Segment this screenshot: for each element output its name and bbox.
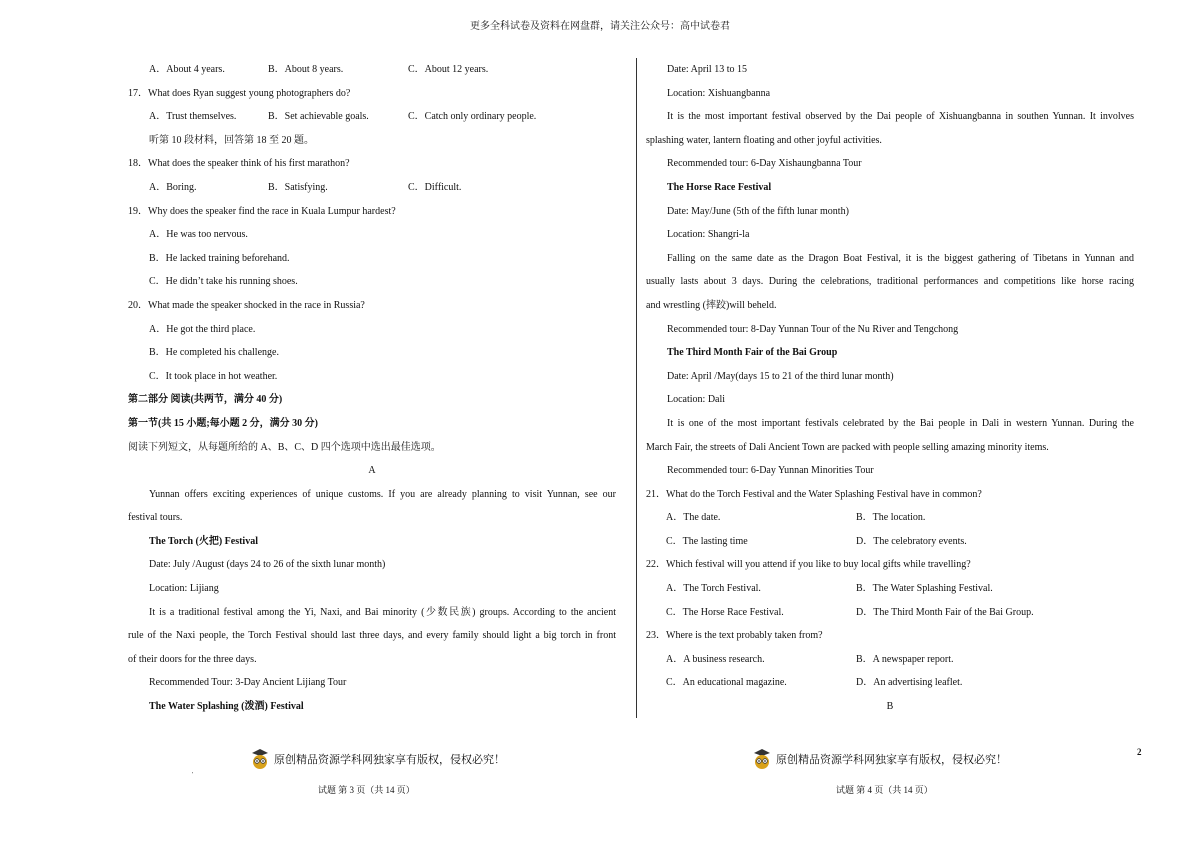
page-number-right: 试题 第 4 页（共 14 页） [836,785,933,795]
scholar-owl-icon [250,747,270,771]
q22-option-b: B．The Water Splashing Festival. [856,583,993,595]
page-number-left: 试题 第 3 页（共 14 页） [318,785,415,795]
q20-option-c: C．It took place in hot weather. [149,370,278,382]
torch-festival-title: The Torch (火把) Festival [149,535,258,547]
q22-options-row-2 [646,601,1134,625]
q21-option-d: D．The celebratory events. [856,535,967,547]
q18-option-a: A．Boring. [149,181,197,193]
torch-festival-date: Date: July /August (days 24 to 26 of the sixth lunar month) [149,559,386,571]
copyright-text-right: 原创精品资源学科网独家享有版权，侵权必究！ [776,754,1007,766]
q18-stem: 18．What does the speaker think of his first marathon? [128,158,350,170]
horse-desc-line-1: Falling on the same date as the Dragon Boat Festival, it is the biggest gathering of Tibetans in Yunnan and [667,252,1134,264]
q21-option-c: C．The lasting time [666,535,748,547]
column-divider [636,58,637,718]
q20-option-a: A．He got the third place. [149,323,256,335]
q21-stem: 21．What do the Torch Festival and the Water Splashing Festival have in common? [646,488,982,500]
water-festival-location: Location: Xishuangbanna [667,87,771,99]
torch-desc-line-3: of their doors for the three days. [128,653,257,665]
q20-option-b: B．He completed his challenge. [149,347,279,359]
q17-option-b: B．Set achievable goals. [268,111,369,123]
horse-desc-line-3: and wrestling (摔跤)will beheld. [646,299,777,311]
right-column [646,58,1134,719]
horse-race-title: The Horse Race Festival [667,181,772,193]
q17-options-row [128,105,616,129]
q23-option-c: C．An educational magazine. [666,677,787,689]
copyright-text-left: 原创精品资源学科网独家享有版权，侵权必究！ [274,754,505,766]
bai-fair-date: Date: April /May(days 15 to 21 of the third lunar month) [667,370,894,382]
q23-option-a: A．A business research. [666,653,765,665]
q16-options-row [128,58,616,82]
passage-letter-a: A [368,465,376,477]
section1-title: 第一节(共 15 小题;每小题 2 分，满分 30 分) [128,417,318,429]
q17-option-c: C．Catch only ordinary people. [408,111,537,123]
bai-fair-tour: Recommended tour: 6-Day Yunnan Minorities Tour [667,465,874,477]
q16-option-a: A．About 4 years. [149,64,225,75]
q22-option-a: A．The Torch Festival. [666,583,761,595]
q18-option-c: C．Difficult. [408,181,462,193]
passage-letter-b: B [886,701,894,713]
copyright-stamp-left [250,746,505,772]
scholar-owl-icon [752,747,772,771]
q21-option-a: A．The date. [666,512,721,524]
q23-option-d: D．An advertising leaflet. [856,677,963,689]
q19-option-c: C．He didn’t take his running shoes. [149,276,298,288]
part2-title: 第二部分 阅读(共两节，满分 40 分) [128,394,283,406]
torch-festival-location: Location: Lijiang [149,583,219,595]
horse-race-location: Location: Shangri-la [667,229,750,241]
q21-option-b: B．The location. [856,512,926,524]
q19-stem: 19．Why does the speaker find the race in Kuala Lumpur hardest? [128,205,396,217]
q16-option-c: C．About 12 years. [408,64,489,75]
q17-option-a: A．Trust themselves. [149,111,237,123]
q22-stem: 22．Which festival will you attend if you like to buy local gifts while travelling? [646,559,971,571]
horse-race-date: Date: May/June (5th of the fifth lunar month) [667,205,849,217]
q23-stem: 23．Where is the text probably taken from? [646,630,823,642]
q21-options-row-2 [646,530,1134,554]
torch-desc-line-2: rule of the Naxi people, the Torch Festival should last three days, and every family should light a big torch in front [128,630,616,642]
q22-options-row-1 [646,577,1134,601]
horse-race-tour: Recommended tour: 8-Day Yunnan Tour of the Nu River and Tengchong [667,323,959,335]
instruction-section-10: 听第 10 段材料，回答第 18 至 20 题。 [149,134,314,146]
q23-option-b: B．A newspaper report. [856,653,954,665]
water-desc-line-2: splashing water, lantern floating and other joyful activities. [646,134,882,146]
q22-option-c: C．The Horse Race Festival. [666,606,784,618]
bai-desc-line-2: March Fair, the streets of Dali Ancient Town are packed with people selling amazing minority items. [646,441,1049,453]
left-column [128,58,616,719]
q20-stem: 20．What made the speaker shocked in the race in Russia? [128,299,365,311]
q22-option-d: D．The Third Month Fair of the Bai Group. [856,606,1034,618]
q17-stem: 17．What does Ryan suggest young photographers do? [128,87,351,99]
copyright-stamp-right [752,746,1007,772]
q19-option-b: B．He lacked training beforehand. [149,252,290,264]
water-festival-date: Date: April 13 to 15 [667,64,747,75]
intro-line-1: Yunnan offers exciting experiences of unique customs. If you are already planning to visit Yunnan, see our [149,488,616,500]
q19-option-a: A．He was too nervous. [149,229,248,241]
bai-desc-line-1: It is one of the most important festivals celebrated by the Bai people in Dali in western Yunnan. During the [667,417,1134,429]
q23-options-row-1 [646,648,1134,672]
torch-festival-tour: Recommended Tour: 3-Day Ancient Lijiang Tour [149,677,347,689]
water-festival-title: The Water Splashing (泼酒) Festival [149,701,304,713]
stray-mark: ' [192,772,194,778]
q16-option-b: B．About 8 years. [268,64,344,75]
q18-options-row [128,176,616,200]
q21-options-row-1 [646,506,1134,530]
bai-fair-title: The Third Month Fair of the Bai Group [667,347,838,359]
intro-line-2: festival tours. [128,512,183,524]
corner-page-number: 2 [1137,747,1142,757]
horse-desc-line-2: usually lasts about 3 days. During the celebrations, traditional performances and competitions like horse racing [646,276,1134,288]
q23-options-row-2 [646,671,1134,695]
torch-desc-line-1: It is a traditional festival among the Yi, Naxi, and Bai minority (少数民族) groups. According to the ancient [149,606,616,618]
water-desc-line-1: It is the most important festival observed by the Dai people of Xishuangbanna in southen Yunnan. It involves [667,111,1134,123]
bai-fair-location: Location: Dali [667,394,726,406]
q18-option-b: B．Satisfying. [268,181,328,193]
header-note: 更多全科试卷及资料在网盘群，请关注公众号：高中试卷君 [470,21,730,32]
reading-instruction: 阅读下列短文，从每题所给的 A、B、C、D 四个选项中选出最佳选项。 [128,441,441,453]
water-festival-tour: Recommended tour: 6-Day Xishaungbanna Tour [667,158,862,170]
